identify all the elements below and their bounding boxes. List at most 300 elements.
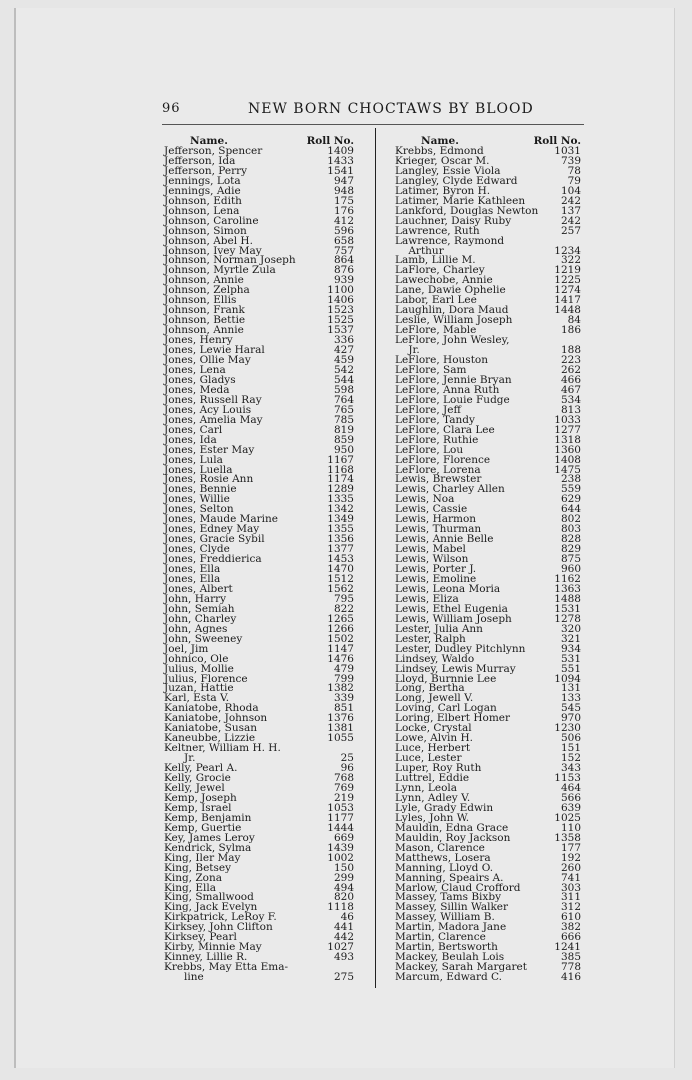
entry-name: Jones, Selton xyxy=(164,503,234,516)
entry-roll-number: 559 xyxy=(560,483,581,496)
entry-name: Johnico, Ole xyxy=(164,652,229,665)
entry-roll-number: 1381 xyxy=(327,722,354,735)
entry-roll-number: 1476 xyxy=(327,652,354,665)
entry-name: Jones, Rosie Ann xyxy=(164,473,254,486)
entry-roll-number: 1174 xyxy=(327,473,354,486)
left-entry-list xyxy=(164,147,358,983)
entry-name: LeFlore, Florence xyxy=(395,453,491,466)
entry-name: Mackey, Beulah Lois xyxy=(395,951,505,964)
entry-name: Jones, Ella xyxy=(164,563,221,576)
entry-name: Johnson, Edith xyxy=(164,194,242,207)
entry-name: Lindsey, Lewis Murray xyxy=(395,662,516,675)
entry-roll-number: 876 xyxy=(333,264,354,277)
entry-name: Locke, Crystal xyxy=(395,722,472,735)
entry-name: Jones, Lena xyxy=(164,363,226,376)
entry-roll-number: 757 xyxy=(333,244,354,257)
entry-name: Kemp, Guertie xyxy=(164,821,242,834)
entry-roll-number: 1031 xyxy=(554,145,581,157)
entry-name: Lynn, Adley V. xyxy=(395,791,471,804)
entry-name: Jones, Carl xyxy=(164,423,223,436)
entry-roll-number: 859 xyxy=(333,433,354,446)
entry-name: Johnson, Bettie xyxy=(164,314,246,327)
entry-roll-number: 442 xyxy=(333,931,354,944)
entry-roll-number: 1377 xyxy=(327,543,354,556)
entry-name: Lauchner, Daisy Ruby xyxy=(395,214,512,227)
entry-roll-number: 238 xyxy=(560,473,581,486)
entry-roll-number: 1360 xyxy=(554,443,581,456)
entry-name: Lester, Julia Ann xyxy=(395,622,483,635)
entry-roll-number: 1278 xyxy=(554,612,581,625)
entry-roll-number: 79 xyxy=(567,174,581,187)
entry-roll-number: 1265 xyxy=(327,612,354,625)
entry-roll-number: 1318 xyxy=(554,433,581,446)
entry-roll-number: 151 xyxy=(560,742,581,755)
entry-roll-number: 262 xyxy=(560,363,581,376)
entry-name: Kemp, Israel xyxy=(164,801,232,814)
entry-roll-number: 466 xyxy=(560,373,581,386)
entry-name: Jones, Luella xyxy=(164,463,233,476)
entry-roll-number: 46 xyxy=(340,911,354,924)
entry-roll-number: 219 xyxy=(333,791,354,804)
page-title: NEW BORN CHOCTAWS BY BLOOD xyxy=(248,101,534,117)
page-number: 96 xyxy=(162,101,181,116)
entry-name: Loring, Elbert Homer xyxy=(395,712,511,725)
entry-name: King, Betsey xyxy=(164,861,232,874)
entry-roll-number: 1153 xyxy=(554,772,581,785)
entry-roll-number: 1525 xyxy=(327,314,354,327)
entry-roll-number: 467 xyxy=(560,383,581,396)
entry-name: Lewis, Annie Belle xyxy=(395,533,494,546)
entry-roll-number: 1225 xyxy=(554,274,581,287)
entry-roll-number: 950 xyxy=(333,443,354,456)
entry-name: Jones, Clyde xyxy=(164,543,230,556)
entry-roll-number: 828 xyxy=(560,533,581,546)
entry-roll-number: 493 xyxy=(333,951,354,964)
entry-roll-number: 1376 xyxy=(327,712,354,725)
right-column xyxy=(395,136,585,983)
entry-roll-number: 785 xyxy=(333,413,354,426)
entry-roll-number: 1448 xyxy=(554,304,581,317)
entry-name: Jones, Ida xyxy=(164,433,217,446)
entry-roll-number: 802 xyxy=(560,513,581,526)
entry-roll-number: 1453 xyxy=(327,553,354,566)
entry-roll-number: 1531 xyxy=(554,602,581,615)
entry-name: Jones, Freddierica xyxy=(164,553,262,566)
entry-name: Lester, Ralph xyxy=(395,632,466,645)
entry-name: Kirby, Minnie May xyxy=(164,941,262,954)
entry-roll-number: 188 xyxy=(560,344,581,357)
column-divider xyxy=(375,128,376,988)
entry-name: Lewis, William Joseph xyxy=(395,612,512,625)
entry-name: King, Ella xyxy=(164,881,217,894)
entry-roll-number: 629 xyxy=(560,493,581,506)
entry-name: LaFlore, Charley xyxy=(395,264,485,277)
entry-roll-number: 1562 xyxy=(327,582,354,595)
entry-name: Manning, Lloyd O. xyxy=(395,861,494,874)
entry-roll-number: 150 xyxy=(333,861,354,874)
entry-roll-number: 1177 xyxy=(327,811,354,824)
entry-name: Kelly, Pearl A. xyxy=(164,762,238,775)
entry-roll-number: 1002 xyxy=(327,851,354,864)
entry-name: Kinney, Lillie R. xyxy=(164,951,248,964)
entry-name: LeFlore, Louie Fudge xyxy=(395,393,510,406)
entry-name: Johnson, Abel H. xyxy=(164,234,253,247)
entry-name: Jones, Ollie May xyxy=(164,354,251,367)
entry-name: King, Jack Evelyn xyxy=(164,901,258,914)
entry-roll-number: 1234 xyxy=(554,244,581,257)
entry-name: Latimer, Byron H. xyxy=(395,184,491,197)
entry-roll-number: 1335 xyxy=(327,493,354,506)
entry-roll-number: 819 xyxy=(333,423,354,436)
entry-name: Luce, Lester xyxy=(395,752,462,765)
entry-roll-number: 137 xyxy=(560,204,581,217)
entry-roll-number: 948 xyxy=(333,184,354,197)
entry-roll-number: 1147 xyxy=(327,642,354,655)
entry-name: Jones, Ella xyxy=(164,572,221,585)
entry-name: Kaniatobe, Susan xyxy=(164,722,258,735)
entry-roll-number: 765 xyxy=(333,403,354,416)
entry-name: John, Sweeney xyxy=(164,632,243,645)
entry-roll-number: 1274 xyxy=(554,284,581,297)
entry-roll-number: 551 xyxy=(560,662,581,675)
entry-roll-number: 260 xyxy=(560,861,581,874)
entry-roll-number: 1475 xyxy=(554,463,581,476)
entry-roll-number: 822 xyxy=(333,602,354,615)
entry-name: Kemp, Benjamin xyxy=(164,811,252,824)
entry-roll-number: 416 xyxy=(560,971,581,984)
entry-roll-number: 412 xyxy=(333,214,354,227)
left-column xyxy=(164,136,358,983)
entry-name: LeFlore, Clara Lee xyxy=(395,423,495,436)
entry-roll-number: 1025 xyxy=(554,811,581,824)
entry-roll-number: 545 xyxy=(560,702,581,715)
entry-name: Lawechobe, Annie xyxy=(395,274,493,287)
entry-name: Lewis, Eliza xyxy=(395,592,459,605)
entry-name: Lewis, Emoline xyxy=(395,572,477,585)
entry-name: Johnson, Annie xyxy=(164,274,244,287)
entry-name: Massey, Tams Bixby xyxy=(395,891,501,904)
entry-roll-number: 799 xyxy=(333,672,354,685)
entry-name: Lankford, Douglas Newton xyxy=(395,204,539,217)
entry-name: LeFlore, Mable xyxy=(395,324,477,337)
entry-name: Kelly, Grocie xyxy=(164,772,231,785)
entry-name: Johnson, Annie xyxy=(164,324,244,337)
entry-roll-number: 1055 xyxy=(327,732,354,745)
entry-roll-number: 820 xyxy=(333,891,354,904)
entry-roll-number: 851 xyxy=(333,702,354,715)
entry-name: Lane, Dawie Ophelie xyxy=(395,284,506,297)
entry-roll-number: 322 xyxy=(560,254,581,267)
entry-name: Lyle, Grady Edwin xyxy=(395,801,494,814)
entry-name: King, Zona xyxy=(164,871,223,884)
entry-roll-number: 1219 xyxy=(554,264,581,277)
entry-name: Joel, Jim xyxy=(164,642,209,655)
entry-name: Krebbs, May Etta Ema- line xyxy=(164,961,288,984)
entry-name: Langley, Clyde Edward xyxy=(395,174,518,187)
entry-roll-number: 1230 xyxy=(554,722,581,735)
entry-roll-number: 1053 xyxy=(327,801,354,814)
entry-roll-number: 382 xyxy=(560,921,581,934)
entry-name: Johnson, Ivey May xyxy=(164,244,262,257)
entry-roll-number: 741 xyxy=(560,871,581,884)
entry-name: Jones, Edney May xyxy=(164,523,260,536)
entry-roll-number: 1523 xyxy=(327,304,354,317)
entry-roll-number: 598 xyxy=(333,383,354,396)
entry-name: John, Agnes xyxy=(164,622,228,635)
entry-name: Lewis, Harmon xyxy=(395,513,477,526)
entry-name: Lawrence, Ruth xyxy=(395,224,480,237)
entry-name: Lindsey, Waldo xyxy=(395,652,475,665)
entry-roll-number: 459 xyxy=(333,354,354,367)
entry-roll-number: 312 xyxy=(560,901,581,914)
entry-name: Johnson, Myrtle Zula xyxy=(164,264,276,277)
entry-roll-number: 385 xyxy=(560,951,581,964)
entry-roll-number: 934 xyxy=(560,642,581,655)
entry-roll-number: 764 xyxy=(333,393,354,406)
entry-roll-number: 96 xyxy=(340,762,354,775)
entry-name: King, Iler May xyxy=(164,851,241,864)
entry-roll-number: 778 xyxy=(560,961,581,974)
entry-roll-number: 299 xyxy=(333,871,354,884)
name-header: Name. xyxy=(421,135,459,147)
entry-roll-number: 1342 xyxy=(327,503,354,516)
entry-roll-number: 339 xyxy=(333,692,354,705)
entry-roll-number: 152 xyxy=(560,752,581,765)
entry-name: LeFlore, Lorena xyxy=(395,463,481,476)
entry-roll-number: 176 xyxy=(333,204,354,217)
entry-roll-number: 960 xyxy=(560,563,581,576)
entry-roll-number: 242 xyxy=(560,214,581,227)
entry-roll-number: 1289 xyxy=(327,483,354,496)
entry-roll-number: 544 xyxy=(333,373,354,386)
entry-roll-number: 1502 xyxy=(327,632,354,645)
entry-name: Lewis, Mabel xyxy=(395,543,466,556)
entry-name: Jennings, Adie xyxy=(164,184,241,197)
entry-roll-number: 427 xyxy=(333,344,354,357)
entry-name: Jones, Meda xyxy=(164,383,230,396)
entry-name: John, Charley xyxy=(164,612,237,625)
entry-roll-number: 1027 xyxy=(327,941,354,954)
entry-roll-number: 1266 xyxy=(327,622,354,635)
entry-name: Marcum, Edward C. xyxy=(395,971,503,984)
entry-roll-number: 84 xyxy=(567,314,581,327)
entry-roll-number: 177 xyxy=(560,841,581,854)
roll-entry xyxy=(395,234,585,257)
entry-name: Lowe, Alvin H. xyxy=(395,732,473,745)
entry-name: Lawrence, Raymond Arthur xyxy=(395,234,505,257)
entry-name: Loving, Carl Logan xyxy=(395,702,497,715)
entry-name: Langley, Essie Viola xyxy=(395,164,501,177)
entry-name: Lamb, Lillie M. xyxy=(395,254,476,267)
entry-roll-number: 1470 xyxy=(327,563,354,576)
entry-name: LeFlore, Tandy xyxy=(395,413,475,426)
entry-roll-number: 1349 xyxy=(327,513,354,526)
entry-name: Juzan, Hattie xyxy=(164,682,234,695)
entry-roll-number: 1241 xyxy=(554,941,581,954)
entry-name: Luce, Herbert xyxy=(395,742,471,755)
entry-roll-number: 275 xyxy=(333,971,354,984)
entry-name: Lewis, Cassie xyxy=(395,503,468,516)
entry-roll-number: 1408 xyxy=(554,453,581,466)
entry-name: Jones, Gracie Sybil xyxy=(164,533,265,546)
entry-name: LeFlore, Ruthie xyxy=(395,433,479,446)
roll-entry xyxy=(164,744,358,764)
entry-name: Long, Jewell V. xyxy=(395,692,474,705)
name-header: Name. xyxy=(190,135,228,147)
entry-name: Karl, Esta V. xyxy=(164,692,230,705)
entry-name: Lewis, Ethel Eugenia xyxy=(395,602,508,615)
entry-roll-number: 320 xyxy=(560,622,581,635)
entry-roll-number: 658 xyxy=(333,234,354,247)
entry-name: Long, Bertha xyxy=(395,682,465,695)
entry-roll-number: 1162 xyxy=(554,572,581,585)
entry-name: Jennings, Lota xyxy=(164,174,241,187)
roll-header: Roll No. xyxy=(533,135,581,147)
entry-roll-number: 1541 xyxy=(327,164,354,177)
entry-roll-number: 666 xyxy=(560,931,581,944)
entry-roll-number: 534 xyxy=(560,393,581,406)
entry-name: Mauldin, Roy Jackson xyxy=(395,831,511,844)
entry-roll-number: 110 xyxy=(560,821,581,834)
entry-name: Mauldin, Edna Grace xyxy=(395,821,509,834)
entry-roll-number: 1512 xyxy=(327,572,354,585)
entry-roll-number: 441 xyxy=(333,921,354,934)
entry-roll-number: 343 xyxy=(560,762,581,775)
entry-roll-number: 795 xyxy=(333,592,354,605)
entry-name: Kendrick, Sylma xyxy=(164,841,252,854)
entry-roll-number: 542 xyxy=(333,363,354,376)
entry-roll-number: 970 xyxy=(560,712,581,725)
entry-roll-number: 494 xyxy=(333,881,354,894)
entry-name: Kirksey, Pearl xyxy=(164,931,237,944)
entry-roll-number: 78 xyxy=(567,164,581,177)
entry-roll-number: 566 xyxy=(560,791,581,804)
entry-roll-number: 1488 xyxy=(554,592,581,605)
entry-roll-number: 1167 xyxy=(327,453,354,466)
roll-header: Roll No. xyxy=(306,135,354,147)
entry-name: Lewis, Thurman xyxy=(395,523,482,536)
entry-name: Jones, Bennie xyxy=(164,483,237,496)
entry-roll-number: 104 xyxy=(560,184,581,197)
entry-name: Leslie, William Joseph xyxy=(395,314,513,327)
entry-name: Mackey, Sarah Margaret xyxy=(395,961,527,974)
entry-name: Lewis, Noa xyxy=(395,493,455,506)
entry-roll-number: 1406 xyxy=(327,294,354,307)
entry-roll-number: 803 xyxy=(560,523,581,536)
entry-name: Julius, Florence xyxy=(164,672,248,685)
entry-name: Jones, Willie xyxy=(164,493,230,506)
roll-entry xyxy=(395,336,585,356)
entry-roll-number: 186 xyxy=(560,324,581,337)
entry-name: Jones, Lula xyxy=(164,453,223,466)
entry-name: Lloyd, Burnnie Lee xyxy=(395,672,497,685)
roll-entry xyxy=(164,963,358,983)
entry-name: Jones, Henry xyxy=(164,334,233,347)
entry-name: LeFlore, Lou xyxy=(395,443,464,456)
entry-name: LeFlore, Anna Ruth xyxy=(395,383,500,396)
entry-name: Johnson, Norman Joseph xyxy=(164,254,296,267)
entry-roll-number: 1433 xyxy=(327,154,354,167)
entry-name: LeFlore, John Wesley, Jr. xyxy=(395,334,510,357)
entry-roll-number: 1444 xyxy=(327,821,354,834)
entry-roll-number: 1537 xyxy=(327,324,354,337)
entry-name: Krebbs, Edmond xyxy=(395,145,484,157)
entry-roll-number: 610 xyxy=(560,911,581,924)
entry-name: Johnson, Ellis xyxy=(164,294,237,307)
entry-name: Johnson, Lena xyxy=(164,204,240,217)
entry-name: Martin, Clarence xyxy=(395,931,486,944)
entry-roll-number: 1118 xyxy=(327,901,354,914)
entry-name: Johnson, Simon xyxy=(164,224,247,237)
entry-name: Lyles, John W. xyxy=(395,811,470,824)
entry-roll-number: 1168 xyxy=(327,463,354,476)
entry-roll-number: 506 xyxy=(560,732,581,745)
entry-roll-number: 864 xyxy=(333,254,354,267)
entry-name: Johnson, Frank xyxy=(164,304,245,317)
entry-roll-number: 133 xyxy=(560,692,581,705)
entry-name: Kemp, Joseph xyxy=(164,791,237,804)
entry-name: Massey, Sillin Walker xyxy=(395,901,509,914)
entry-roll-number: 1382 xyxy=(327,682,354,695)
entry-name: Martin, Madora Jane xyxy=(395,921,507,934)
entry-name: Lewis, Brewster xyxy=(395,473,482,486)
entry-name: Martin, Bertsworth xyxy=(395,941,498,954)
entry-name: Luttrel, Eddie xyxy=(395,772,470,785)
entry-name: Mason, Clarence xyxy=(395,841,485,854)
entry-roll-number: 1358 xyxy=(554,831,581,844)
entry-roll-number: 1094 xyxy=(554,672,581,685)
entry-roll-number: 947 xyxy=(333,174,354,187)
entry-name: Laughlin, Dora Maud xyxy=(395,304,509,317)
entry-name: Lewis, Leona Moria xyxy=(395,582,501,595)
entry-name: Krieger, Oscar M. xyxy=(395,154,490,167)
entry-roll-number: 669 xyxy=(333,831,354,844)
entry-name: John, Semiah xyxy=(164,602,235,615)
right-entry-list xyxy=(395,147,585,983)
entry-name: Jones, Gladys xyxy=(164,373,236,386)
entry-roll-number: 531 xyxy=(560,652,581,665)
entry-name: Johnson, Caroline xyxy=(164,214,259,227)
entry-roll-number: 739 xyxy=(560,154,581,167)
entry-name: John, Harry xyxy=(164,592,227,605)
entry-name: Keltner, William H. H. Jr. xyxy=(164,742,281,765)
entry-name: Jones, Russell Ray xyxy=(164,393,262,406)
entry-name: Kelly, Jewel xyxy=(164,782,225,794)
header-rule xyxy=(162,124,584,125)
entry-roll-number: 1033 xyxy=(554,413,581,426)
entry-roll-number: 1356 xyxy=(327,533,354,546)
entry-name: Marlow, Claud Crofford xyxy=(395,881,521,894)
entry-name: LeFlore, Jeff xyxy=(395,403,461,416)
roll-entry xyxy=(395,973,585,983)
entry-roll-number: 242 xyxy=(560,194,581,207)
entry-name: Jones, Maude Marine xyxy=(164,513,278,526)
entry-roll-number: 321 xyxy=(560,632,581,645)
entry-roll-number: 1277 xyxy=(554,423,581,436)
entry-name: Lewis, Wilson xyxy=(395,553,469,566)
entry-roll-number: 644 xyxy=(560,503,581,516)
entry-roll-number: 131 xyxy=(560,682,581,695)
entry-roll-number: 311 xyxy=(560,891,581,904)
entry-name: Johnson, Zelpha xyxy=(164,284,250,297)
entry-name: Luper, Roy Ruth xyxy=(395,762,482,775)
entry-name: Key, James Leroy xyxy=(164,831,255,844)
entry-roll-number: 25 xyxy=(340,752,354,765)
entry-roll-number: 1417 xyxy=(554,294,581,307)
entry-roll-number: 257 xyxy=(560,224,581,237)
entry-name: Jefferson, Spencer xyxy=(164,145,263,157)
entry-roll-number: 1355 xyxy=(327,523,354,536)
